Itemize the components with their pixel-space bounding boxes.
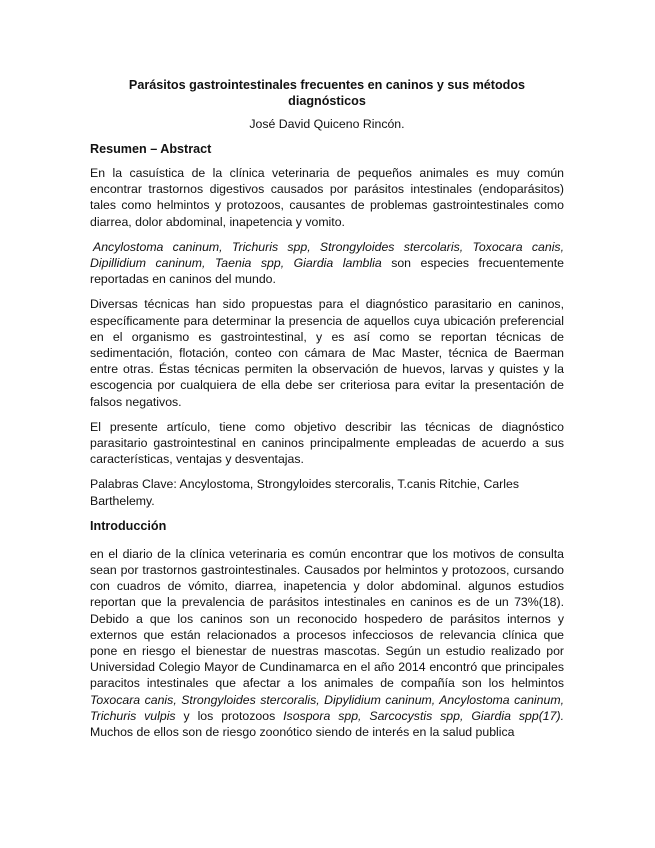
species-list: Ancylostoma caninum, Trichuris spp, Strongyloides stercolaris, Toxocara canis, Dipillidium caninum, Taenia spp, Giardia lamblia bbox=[90, 239, 564, 271]
abstract-heading: Resumen – Abstract bbox=[90, 142, 212, 156]
intro-protozoa-list: Isospora spp, Sarcocystis spp, Giardia spp(17). bbox=[283, 708, 564, 723]
keywords: Palabras Clave: Ancylostoma, Strongyloides stercoralis, T.canis Ritchie, Carles Barthelemy. bbox=[90, 477, 519, 508]
abstract-paragraph-2 bbox=[90, 239, 564, 288]
page-content bbox=[90, 77, 564, 749]
abstract-paragraph-1: En la casuística de la clínica veterinaria de pequeños animales es muy común encontrar trastornos digestivos causados por parásitos intestinales (endoparásitos) tales como helmintos y protozoos, causantes de problemas gastrointestinales como diarrea, dolor abdominal, inapetencia y vomito. bbox=[90, 166, 564, 229]
introduction-paragraph bbox=[90, 546, 564, 740]
intro-helminths-list: Toxocara canis, Strongyloides stercoralis, Dipylidium caninum, Ancylostoma caninum, Trichuris vulpis bbox=[90, 692, 564, 723]
article-title: Parásitos gastrointestinales frecuentes en caninos y sus métodos diagnósticos bbox=[128, 78, 526, 108]
intro-text-2: y los protozoos bbox=[175, 708, 284, 723]
intro-text-1: en el diario de la clínica veterinaria es común encontrar que los motivos de consulta sean por trastornos gastrointestinales. Causados por helmintos y protozoos, cursando con cuadros de vómito, diarrea, inapetencia y dolor abdominal. algunos estudios reportan que la prevalencia de parásitos intestinales en caninos es de un 73%(18). Debido a que los caninos son un reconocido hospedero de parásitos internos y externos que están relacionados a procesos infecciosos de relevancia clínica que pone en riesgo el bienestar de nuestras mascotas. Según un estudio realizado por Universidad Colegio Mayor de Cundinamarca en el año 2014 encontró que principales paracitos intestinales que afectar a los animales de compañía son los helmintos bbox=[90, 546, 564, 691]
abstract-paragraph-3: Diversas técnicas han sido propuestas para el diagnóstico parasitario en caninos, específicamente para determinar la presencia de aquellos cuya ubicación preferencial en el organismo es gastrointestinal, y es así como se reportan técnicas de sedimentación, flotación, conteo con cámara de Mac Master, técnica de Baerman entre otras. Éstas técnicas permiten la observación de huevos, larvas y quistes y la escogencia por cualquiera de ella debe ser criteriosa para evitar la presentación de falsos negativos. bbox=[90, 297, 564, 409]
intro-text-3: Muchos de ellos son de riesgo zoonótico siendo de interés en la salud publica bbox=[90, 725, 515, 740]
author-name: José David Quiceno Rincón. bbox=[249, 117, 405, 131]
abstract-paragraph-4: El presente artículo, tiene como objetivo describir las técnicas de diagnóstico parasitario gastrointestinal en caninos principalmente empleadas de acuerdo a sus características, ventajas y desventajas. bbox=[90, 419, 564, 467]
species-list-suffix: son especies frecuentemente reportadas en caninos del mundo. bbox=[90, 256, 564, 287]
introduction-heading: Introducción bbox=[90, 518, 167, 533]
